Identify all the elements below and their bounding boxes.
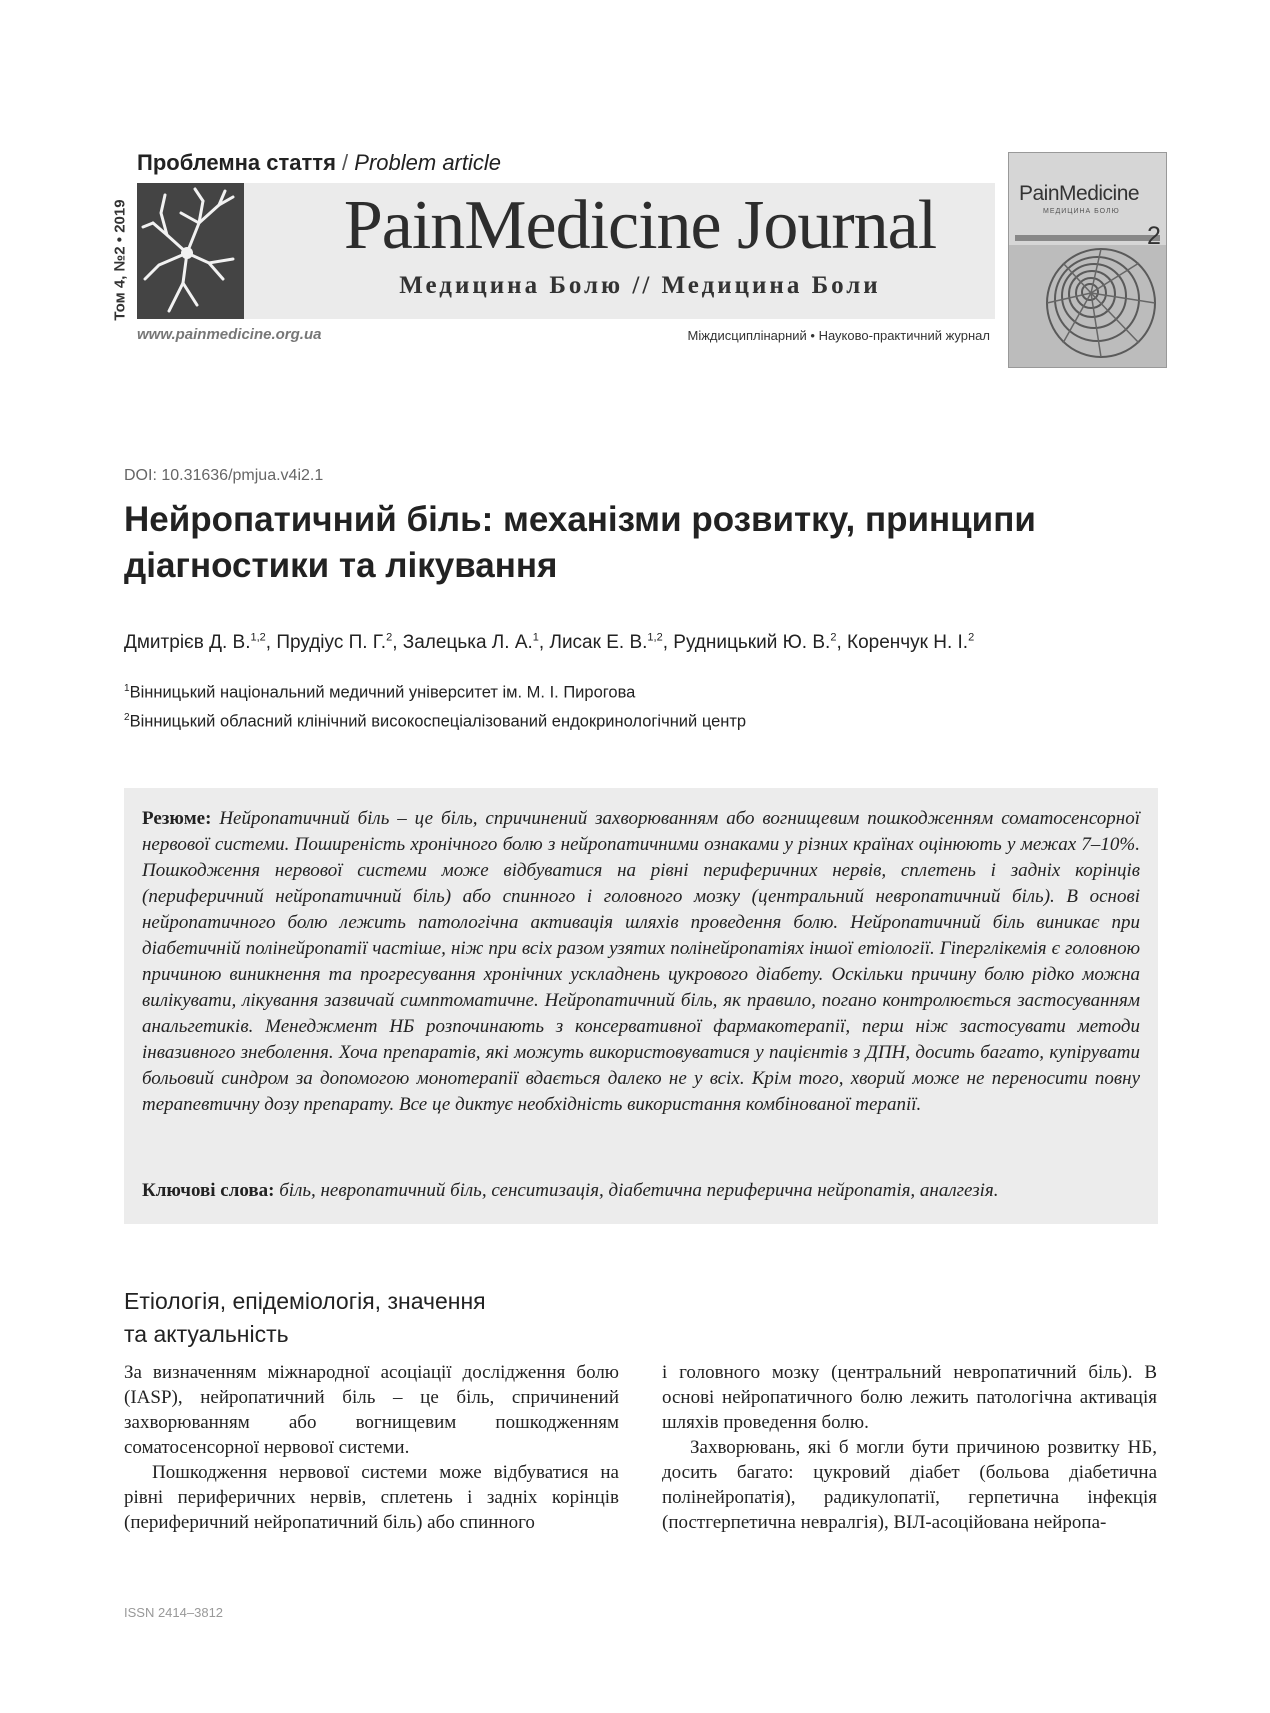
journal-website[interactable]: www.painmedicine.org.ua [137, 326, 322, 343]
abstract-text [142, 806, 1140, 1118]
body-paragraph: Пошкодження нервової системи може відбуватися на рівні периферичних нервів, сплетень і задніх корінців (периферичний нейропатичний біль) або спинного [124, 1462, 619, 1533]
cover-issue-number: 2 [1147, 222, 1161, 250]
body-paragraph: і головного мозку (центральний невропатичний біль). В основі нейропатичного болю лежить патологічна активація шляхів проведення болю. [662, 1362, 1157, 1433]
affiliation: $^1$Вінницький національний медичний університет ім. М. І. Пирогова [124, 683, 636, 702]
journal-subtitle: Медицина Болю // Медицина Боли [399, 272, 881, 299]
body-column-right [662, 1360, 1157, 1535]
author-list [124, 632, 1164, 654]
keywords-list: біль, невропатичний біль, сенситизація, діабетична периферична нейропатія, аналгезія. [279, 1180, 999, 1201]
article-title [124, 497, 1144, 589]
neuron-logo [137, 183, 244, 319]
section-label [137, 150, 501, 176]
affiliation: $^2$Вінницький обласний клінічний високоспеціалізований ендокринологічний центр [124, 712, 747, 731]
volume-text: Том 4, №2 • 2019 [111, 199, 129, 321]
author: Прудіус П. Г.$^2$, [276, 632, 403, 654]
abstract-label: Резюме: [142, 808, 212, 829]
article-title-line2: діагностики та лікування [124, 546, 558, 585]
cover-title: PainMedicine [1019, 182, 1140, 205]
section-heading: Етіологія, епідеміологія, значення та актуальність [124, 1288, 486, 1347]
abstract-body: Нейропатичний біль – це біль, спричинений захворюванням або вогнищевим пошкодженням соматосенсорної нервової системи. Поширеність хронічного болю з нейропатичними ознаками у різних країнах оцінюють у межах 7–10%. Пошкодження нервової системи може відбуватися на рівні периферичних нервів, сплетень і задніх корінців (периферичний нейропатичний біль) або спинного і головного мозку (центральний невропатичний біль). В основі нейропатичного болю лежить патологічна активація шляхів проведення болю. Нейропатичний біль виникає при діабетичній полінейропатії частіше, ніж при всіх разом узятих полінейропатіях іншої етіології. Гіперглікемія є головною причиною виникнення та прогресування хронічних ускладнень цукрового діабету. Оскільки причину болю рідко можна вилікувати, лікування зазвичай симптоматичне. Нейропатичний біль, як правило, погано контролюється застосуванням анальгетиків. Менеджмент НБ розпочинають з консервативної фармакотерапії, перш ніж застосувати методи інвазивного знеболення. Хоча препаратів, які можуть використовуватися у пацієнтів з ДПН, досить багато, купірувати больовий синдром за допомогою монотерапії вдається далеко не у всіх. Крім того, хворий може не переносити повну терапевтичну дозу препарату. Все це диктує необхідність використання комбінованої терапії. [142, 808, 1141, 1115]
body-column-left [124, 1360, 619, 1535]
keywords-label: Ключові слова: [142, 1180, 275, 1201]
journal-cover [1008, 152, 1167, 368]
section-label-separator: / [342, 150, 349, 175]
author: Дмитрієв Д. В.$^{1,2}$, [124, 632, 277, 654]
volume-label [100, 190, 140, 330]
journal-title: PainMedicine Journal [343, 187, 937, 264]
body-paragraph: За визначенням міжнародної асоціації дослідження болю (IASP), нейропатичний біль – це біль, спричинений захворюванням або вогнищевим пошкодженням соматосенсорної нервової системи. [124, 1362, 619, 1458]
journal-tagline: Міждисциплінарний • Науково-практичний журнал [687, 328, 990, 343]
neuron-icon [137, 183, 244, 319]
issn: ISSN 2414–3812 [124, 1605, 224, 1620]
section-label-ua: Проблемна стаття [137, 150, 336, 175]
abstract-box [124, 788, 1158, 1224]
keywords [142, 1180, 1140, 1202]
cover-subtitle: МЕДИЦИНА БОЛЮ [1043, 208, 1120, 215]
section-label-en: Problem article [354, 150, 501, 175]
body-paragraph: Захворювань, які б могли бути причиною розвитку НБ, досить багато: цукровий діабет (больова діабетична полінейропатія), радикулопатії, герпетична інфекція (постгерпетична невралгія), ВІЛ-асоційована нейропа- [662, 1437, 1157, 1533]
article-title-line1: Нейропатичний біль: механізми розвитку, принципи [124, 500, 1036, 539]
author: Лисак Е. В.$^{1,2}$, [549, 632, 674, 654]
author: Рудницький Ю. В.$^2$, [673, 632, 847, 654]
author: Залецька Л. А.$^1$, [402, 632, 550, 654]
doi[interactable]: DOI: 10.31636/pmjua.v4i2.1 [124, 467, 324, 484]
author: Коренчук Н. І.$^2$ [847, 632, 975, 654]
